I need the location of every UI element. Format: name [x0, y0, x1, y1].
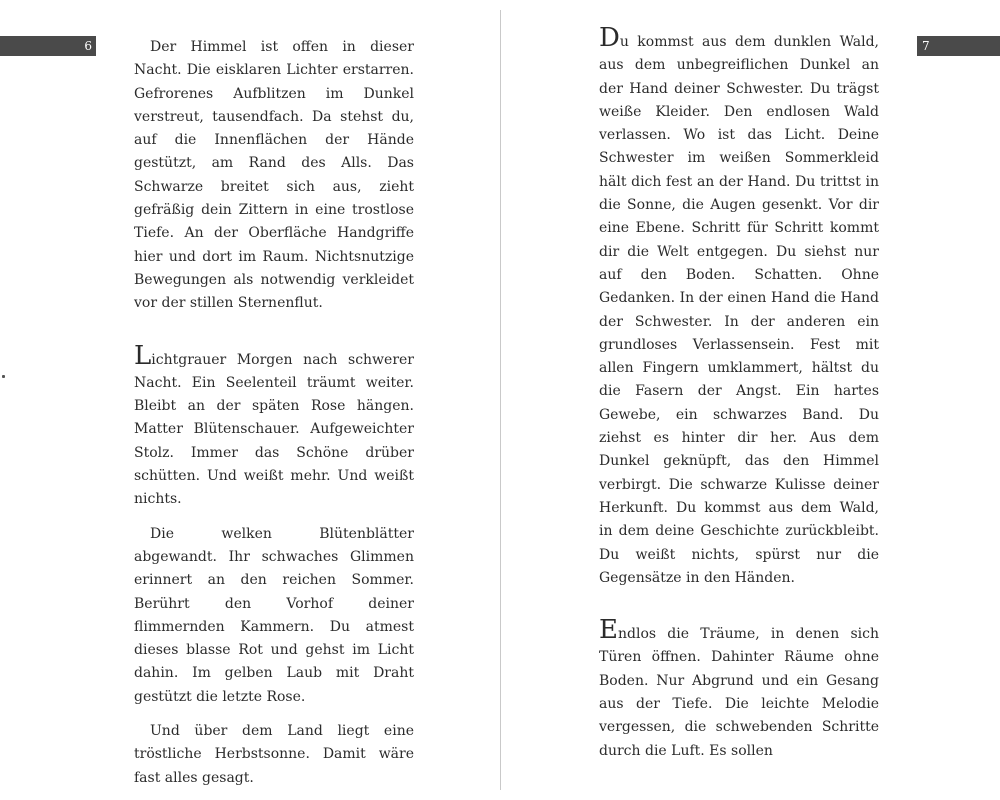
right-paragraph-2-text: ndlos die Träume, in denen sich Türen öffnen. Dahinter Räume ohne Boden. Nur Abgrund und ein Gesang aus der Tiefe. Die leichte Melodie vergessen, die schwebenden Schritte durch die Luft. Es sollen: [599, 626, 879, 759]
right-paragraph-1: [599, 23, 879, 590]
left-paragraph-3: Die welken Blütenblätter abgewandt. Ihr schwaches Glimmen erinnert an den reichen Sommer. Berührt den Vorhof deiner flimmernden Kammern. Du atmest dieses blasse Rot und gehst im Licht dahin. Im gelben Laub mit Draht gestützt die letzte Rose.: [134, 525, 414, 705]
initial-letter: D: [599, 23, 620, 53]
book-gutter: [500, 10, 501, 790]
left-page-text: [134, 36, 414, 790]
page-number-left: 6: [84, 39, 92, 53]
left-paragraph-4: Und über dem Land liegt eine tröstliche Herbstsonne. Damit wäre fast alles gesagt.: [134, 723, 414, 786]
section-break: [599, 590, 879, 623]
right-page-text: [599, 23, 879, 763]
paragraph-gap: [134, 512, 414, 523]
left-paragraph-2: [134, 340, 414, 512]
paragraph-gap: [134, 709, 414, 720]
page-number-left-badge: [0, 36, 96, 56]
initial-letter: E: [599, 615, 618, 646]
page-edge-mark: [2, 375, 5, 378]
page-number-right-badge: [917, 36, 1000, 56]
page-number-right: 7: [922, 39, 930, 53]
left-paragraph-1: Der Himmel ist offen in dieser Nacht. Die eisklaren Lichter erstarren. Gefrorenes Aufblitzen im Dunkel verstreut, tausendfach. Da stehst du, auf die Innenflächen der Hände gestützt, am Rand des Alls. Das Schwarze breitet sich aus, zieht gefräßig dein Zittern in eine trostlose Tiefe. An der Oberfläche Handgriffe hier und dort im Raum. Nichtsnutzige Bewegungen als notwendig verkleidet vor der stillen Sternenflut.: [134, 39, 414, 312]
section-break: [134, 316, 414, 349]
left-paragraph-2-text: ichtgrauer Morgen nach schwerer Nacht. Ein Seelenteil träumt weiter. Bleibt an der späten Rose hängen. Matter Blütenschauer. Aufgeweichter Stolz. Immer das Schöne drüber schütten. Und weißt mehr. Und weißt nichts.: [134, 351, 414, 508]
right-paragraph-1-text: u kommst aus dem dunklen Wald, aus dem unbegreiflichen Dunkel an der Hand deiner Schwester. Du trägst weiße Kleider. Den endlosen Wald verlassen. Wo ist das Licht. Deine Schwester im weißen Sommerkleid hält dich fest an der Hand. Du trittst in die Sonne, die Augen gesenkt. Vor dir eine Ebene. Schritt für Schritt kommt dir die Welt entgegen. Du siehst nur auf den Boden. Schatten. Ohne Gedanken. In der einen Hand die Hand der Schwester. In der anderen ein grundloses Verlassensein. Fest mit allen Fingern umklammert, hältst du die Fasern der Angst. Ein hartes Gewebe, ein schwarzes Band. Du ziehst es hinter dir her. Aus dem Dunkel geknüpft, das den Himmel verbirgt. Die schwarze Kulisse deiner Herkunft. Du kommst aus dem Wald, in dem deine Geschichte zurückbleibt. Du weißt nichts, spürst nur die Gegensätze in den Händen.: [599, 34, 879, 586]
initial-letter: L: [134, 340, 152, 371]
right-paragraph-2: [599, 615, 879, 763]
